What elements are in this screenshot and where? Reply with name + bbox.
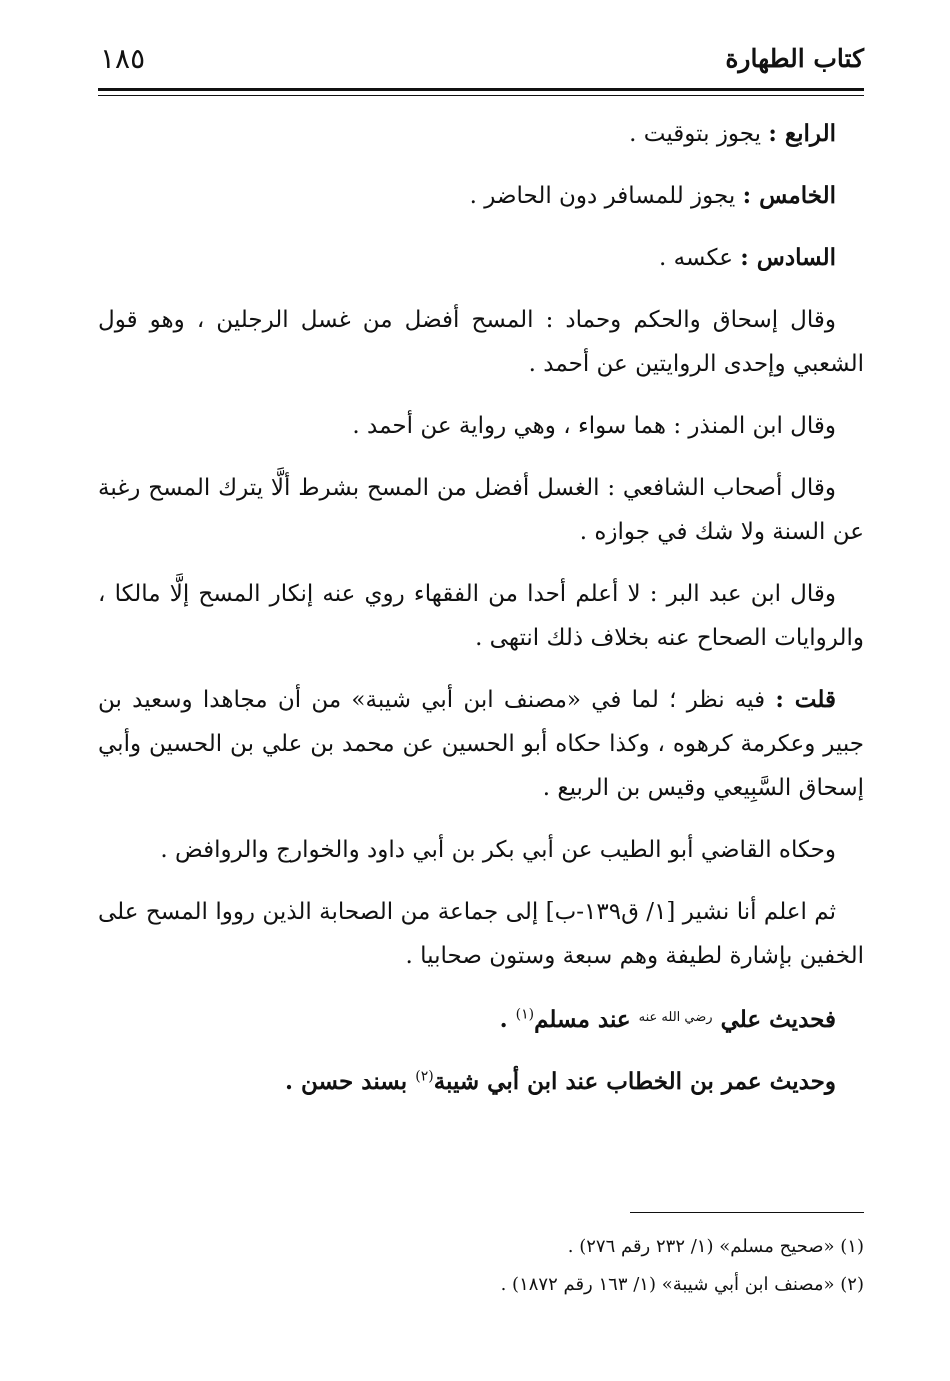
header-rule-thin <box>98 95 864 96</box>
paragraph-ishaq <box>98 298 864 386</box>
hadith-text: بسند حسن <box>301 1068 416 1095</box>
hadith-text: عند مسلم <box>534 1006 639 1033</box>
paragraph-text: عكسه . <box>659 245 741 271</box>
footnote-1: (١) «صحيح مسلم» (١/ ٢٣٢ رقم ٢٧٦) . <box>567 1236 864 1257</box>
footnotes <box>98 1228 864 1304</box>
paragraph-text: وقال ابن عبد البر : لا أعلم أحدا من الفقهاء روي عنه إنكار المسح إلَّا مالكا ، والروايات الصحاح عنه بخلاف ذلك انتهى . <box>98 581 864 651</box>
hadith-ali <box>98 996 864 1042</box>
paragraph-text: وحكاه القاضي أبو الطيب عن أبي بكر بن أبي داود والخوارج والروافض . <box>160 837 836 863</box>
paragraph-ibn-abd-albarr <box>98 572 864 660</box>
hadith-text: وحديث عمر بن الخطاب عند ابن أبي شيبة <box>433 1068 836 1095</box>
paragraph-lead: الرابع : <box>768 120 836 147</box>
hadith-text: . <box>285 1068 302 1095</box>
paragraph-fifth <box>98 174 864 218</box>
hadith-text: فحديث علي <box>712 1006 836 1033</box>
footnote-ref: (١) <box>515 1006 535 1023</box>
paragraph-text: وقال أصحاب الشافعي : الغسل أفضل من المسح بشرط ألَّا يترك المسح رغبة عن السنة ولا شك في جوازه . <box>98 475 864 545</box>
honorific-mark: رضي الله عنه <box>638 1010 713 1025</box>
footnote-ref: (٢) <box>415 1068 434 1085</box>
paragraph-shafii <box>98 466 864 554</box>
paragraph-sixth <box>98 236 864 280</box>
paragraph-ibn-almundhir <box>98 404 864 448</box>
paragraph-qultu <box>98 678 864 810</box>
footnote-separator <box>630 1212 864 1213</box>
book-title: كتاب الطهارة <box>725 44 864 73</box>
paragraph-text: ثم اعلم أنا نشير [١/ ق١٣٩-ب] إلى جماعة من الصحابة الذين رووا المسح على الخفين بإشارة لطيفة وهم سبعة وستون صحابيا . <box>98 899 864 969</box>
paragraph-text: فيه نظر ؛ لما في «مصنف ابن أبي شيبة» من أن مجاهدا وسعيد بن جبير وعكرمة كرهوه ، وكذا حكاه أبو الحسين عن محمد بن علي بن الحسين وأبي إسحاق السَّبِيعي وقيس بن الربيع . <box>98 687 864 801</box>
hadith-umar <box>98 1060 864 1104</box>
paragraph-fourth <box>98 112 864 156</box>
paragraph-text: يجوز بتوقيت . <box>629 121 769 147</box>
paragraph-lead: الخامس : <box>742 182 836 209</box>
paragraph-text: يجوز للمسافر دون الحاضر . <box>469 183 743 209</box>
hadith-text: . <box>499 1006 516 1033</box>
page-header <box>98 40 864 86</box>
paragraph-sahaba <box>98 890 864 978</box>
paragraph-text: وقال ابن المنذر : هما سواء ، وهي رواية عن أحمد . <box>352 413 836 439</box>
paragraph-qadi <box>98 828 864 872</box>
page-number: ١٨٥ <box>100 42 146 75</box>
footnote-2: (٢) «مصنف ابن أبي شيبة» (١/ ١٦٣ رقم ١٨٧٢) . <box>500 1274 864 1295</box>
paragraph-lead: قلت : <box>775 686 836 713</box>
paragraph-lead: السادس : <box>740 244 836 271</box>
paragraph-text: وقال إسحاق والحكم وحماد : المسح أفضل من غسل الرجلين ، وهو قول الشعبي وإحدى الروايتين عن أحمد . <box>98 307 864 377</box>
main-text <box>98 112 864 1122</box>
header-rule-thick <box>98 88 864 91</box>
